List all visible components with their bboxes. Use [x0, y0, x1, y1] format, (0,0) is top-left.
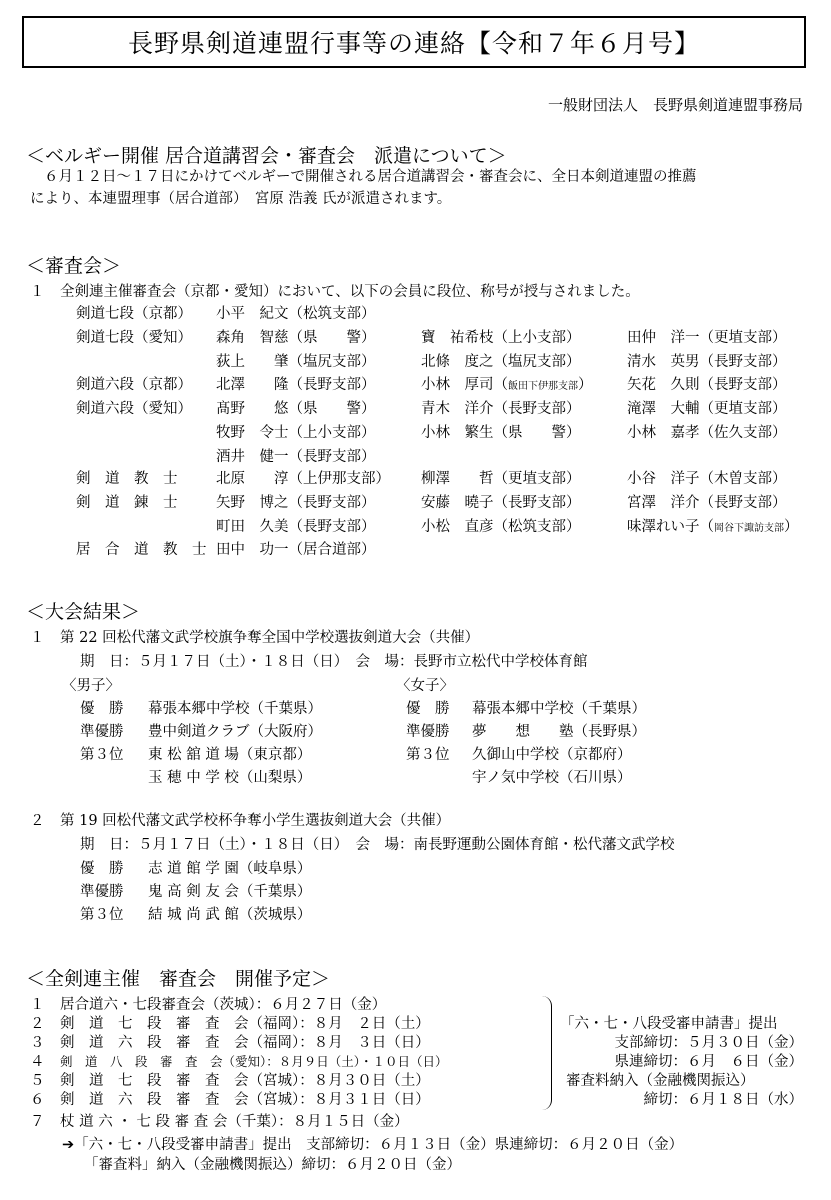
- rank-label-7dan-kyoto: 剣道七段（京都）: [76, 306, 192, 322]
- member: 小平 紀文（松筑支部）: [216, 306, 376, 322]
- member-branch-small: 岡谷下諏訪支部: [714, 523, 784, 534]
- result-place: 準優勝: [80, 884, 124, 900]
- schedule-number: ４: [30, 1054, 45, 1070]
- taikai2-title: 第 19 回松代藩文武学校杯争奪小学生選抜剣道大会（共催）: [60, 813, 451, 829]
- member: 森角 智慈（県 警）: [216, 330, 376, 346]
- member: 滝澤 大輔（更埴支部）: [627, 401, 787, 417]
- taikai1-date-venue: 期 日：５月１７日（土）・１８日（日） 会 場：長野市立松代中学校体育館: [80, 654, 588, 670]
- member: 宮澤 洋介（長野支部）: [627, 495, 787, 511]
- schedule-brace: [541, 996, 552, 1110]
- taikai1-number: １: [30, 630, 45, 646]
- member: 矢野 博之（長野支部）: [216, 495, 376, 511]
- member: 酒井 健一（長野支部）: [216, 449, 376, 465]
- schedule-number: ７: [30, 1114, 45, 1130]
- member: 田仲 洋一（更埴支部）: [627, 330, 787, 346]
- schedule-item: 剣 道 八 段 審 査 会（愛知）：８月９日（土）・１０日（日）: [60, 1054, 448, 1069]
- schedule-number: ３: [30, 1035, 45, 1051]
- jodo-note-2: 「審査料」納入（金融機関振込）締切：６月２０日（金）: [84, 1157, 461, 1173]
- result-place: 第３位: [80, 747, 124, 763]
- schedule-item: 剣 道 七 段 審 査 会（宮城）：８月３０日（土）: [60, 1073, 430, 1089]
- member: 小松 直彦（松筑支部）: [421, 519, 581, 535]
- schedule-heading: ＜全剣連主催 審査会 開催予定＞: [26, 968, 331, 990]
- result-team: 志 道 館 学 園（岐阜県）: [148, 861, 312, 877]
- member: 小林 繁生（県 警）: [421, 425, 581, 441]
- member: 荻上 肇（塩尻支部）: [216, 354, 376, 370]
- belgium-text-line2: により、本連盟理事（居合道部） 宮原 浩義 氏が派遣されます。: [30, 191, 452, 207]
- result-team: 鬼 高 剣 友 会（千葉県）: [148, 884, 312, 900]
- side-note-branch-deadline: 支部締切：５月３０日（金）: [614, 1035, 803, 1051]
- taikai2-number: ２: [30, 813, 45, 829]
- rank-label-kyoshi: 剣 道 教 士: [76, 471, 178, 487]
- result-place: 準優勝: [406, 724, 450, 740]
- result-team: 宇ノ気中学校（石川県）: [472, 770, 632, 786]
- side-note-fee-deadline: 締切：６月１８日（水）: [643, 1092, 803, 1108]
- member: 町田 久美（長野支部）: [216, 519, 376, 535]
- schedule-number: １: [30, 997, 45, 1013]
- member: 髙野 悠（県 警）: [216, 401, 376, 417]
- member: 青木 洋介（長野支部）: [421, 401, 581, 417]
- taikai1-title: 第 22 回松代藩文武学校旗争奪全国中学校選抜剣道大会（共催）: [60, 630, 480, 646]
- result-place: 優 勝: [80, 701, 124, 717]
- result-team: 幕張本郷中学校（千葉県）: [148, 701, 322, 717]
- member: 北條 度之（塩尻支部）: [421, 354, 581, 370]
- rank-label-renshi: 剣 道 錬 士: [76, 495, 178, 511]
- side-note-pref-deadline: 県連締切：６月 ６日（金）: [614, 1054, 803, 1070]
- member-close: ）: [578, 377, 593, 393]
- member: 安藤 曉子（長野支部）: [421, 495, 581, 511]
- result-place: 第３位: [80, 907, 124, 923]
- rank-label-6dan-kyoto: 剣道六段（京都）: [76, 377, 192, 393]
- result-team: 久御山中学校（京都府）: [472, 747, 632, 763]
- schedule-item: 剣 道 七 段 審 査 会（福岡）：８月 ２日（土）: [60, 1016, 430, 1032]
- member-branch-small: 飯田下伊那支部: [508, 381, 578, 392]
- result-team: 結 城 尚 武 館（茨城県）: [148, 907, 312, 923]
- member: 北原 淳（上伊那支部）: [216, 471, 390, 487]
- member: [421, 376, 593, 396]
- schedule-item: 剣 道 六 段 審 査 会（福岡）：８月 ３日（日）: [60, 1035, 430, 1051]
- member-name: 味澤れい子（: [627, 519, 714, 535]
- side-note-header: 「六・七・八段受審申請書」提出: [560, 1016, 778, 1032]
- result-place: 優 勝: [406, 701, 450, 717]
- result-team: 豊中剣道クラブ（大阪府）: [148, 724, 322, 740]
- member: [627, 518, 799, 538]
- rank-label-iaido-kyoshi: 居 合 道 教 士: [76, 542, 207, 558]
- jodo-note-1: ➔「六・七・八段受審申請書」提出 支部締切：６月１３日（金）県連締切：６月２０日（金）: [62, 1137, 684, 1153]
- member: 柳澤 哲（更埴支部）: [421, 471, 581, 487]
- member: 寶 祐希枝（上小支部）: [421, 330, 581, 346]
- result-team: 東 松 舘 道 場（東京都）: [148, 747, 312, 763]
- member: 田中 功一（居合道部）: [216, 542, 376, 558]
- result-team: 夢 想 塾（長野県）: [472, 724, 646, 740]
- result-team: 幕張本郷中学校（千葉県）: [472, 701, 646, 717]
- member: 清水 英男（長野支部）: [627, 354, 787, 370]
- shinsa-intro: 全剣連主催審査会（京都・愛知）において、以下の会員に段位、称号が授与されました。: [60, 284, 640, 300]
- girls-label: 〈女子〉: [396, 678, 454, 694]
- schedule-item: 居合道六・七段審査会（茨城）：６月２７日（金）: [60, 997, 387, 1013]
- schedule-item: 杖 道 六 ・ 七 段 審 査 会（千葉）：８月１５日（金）: [60, 1114, 409, 1130]
- publisher: 一般財団法人 長野県剣道連盟事務局: [547, 96, 803, 114]
- taikai2-date-venue: 期 日：５月１７日（土）・１８日（日） 会 場：南長野運動公園体育館・松代藩文武学校: [80, 837, 675, 853]
- result-place: 優 勝: [80, 861, 124, 877]
- result-place: 第３位: [406, 747, 450, 763]
- side-note-fee: 審査料納入（金融機関振込）: [566, 1073, 755, 1089]
- rank-label-7dan-aichi: 剣道七段（愛知）: [76, 330, 192, 346]
- rank-label-6dan-aichi: 剣道六段（愛知）: [76, 401, 192, 417]
- schedule-item: 剣 道 六 段 審 査 会（宮城）：８月３１日（日）: [60, 1092, 430, 1108]
- schedule-number: ５: [30, 1073, 45, 1089]
- schedule-number: ６: [30, 1092, 45, 1108]
- shinsa-heading: ＜審査会＞: [26, 255, 122, 277]
- boys-label: 〈男子〉: [62, 678, 120, 694]
- member: 小林 嘉孝（佐久支部）: [627, 425, 787, 441]
- result-place: 準優勝: [80, 724, 124, 740]
- page-title: 長野県剣道連盟行事等の連絡【令和７年６月号】: [22, 16, 806, 68]
- belgium-text-line1: ６月１２日～１７日にかけてベルギーで開催される居合道講習会・審査会に、全日本剣道連盟の推薦: [44, 169, 697, 185]
- member: 北澤 隆（長野支部）: [216, 377, 376, 393]
- member: 小谷 洋子（木曽支部）: [627, 471, 787, 487]
- member-name: 小林 厚司（: [421, 377, 508, 393]
- schedule-number: ２: [30, 1016, 45, 1032]
- shinsa-intro-number: １: [30, 284, 45, 300]
- member: 矢花 久則（長野支部）: [627, 377, 787, 393]
- taikai-heading: ＜大会結果＞: [26, 601, 141, 623]
- belgium-heading: ＜ベルギー開催 居合道講習会・審査会 派遣について＞: [26, 145, 507, 167]
- result-team: 玉 穂 中 学 校（山梨県）: [148, 770, 312, 786]
- member: 牧野 令士（上小支部）: [216, 425, 376, 441]
- member-close: ）: [784, 519, 799, 535]
